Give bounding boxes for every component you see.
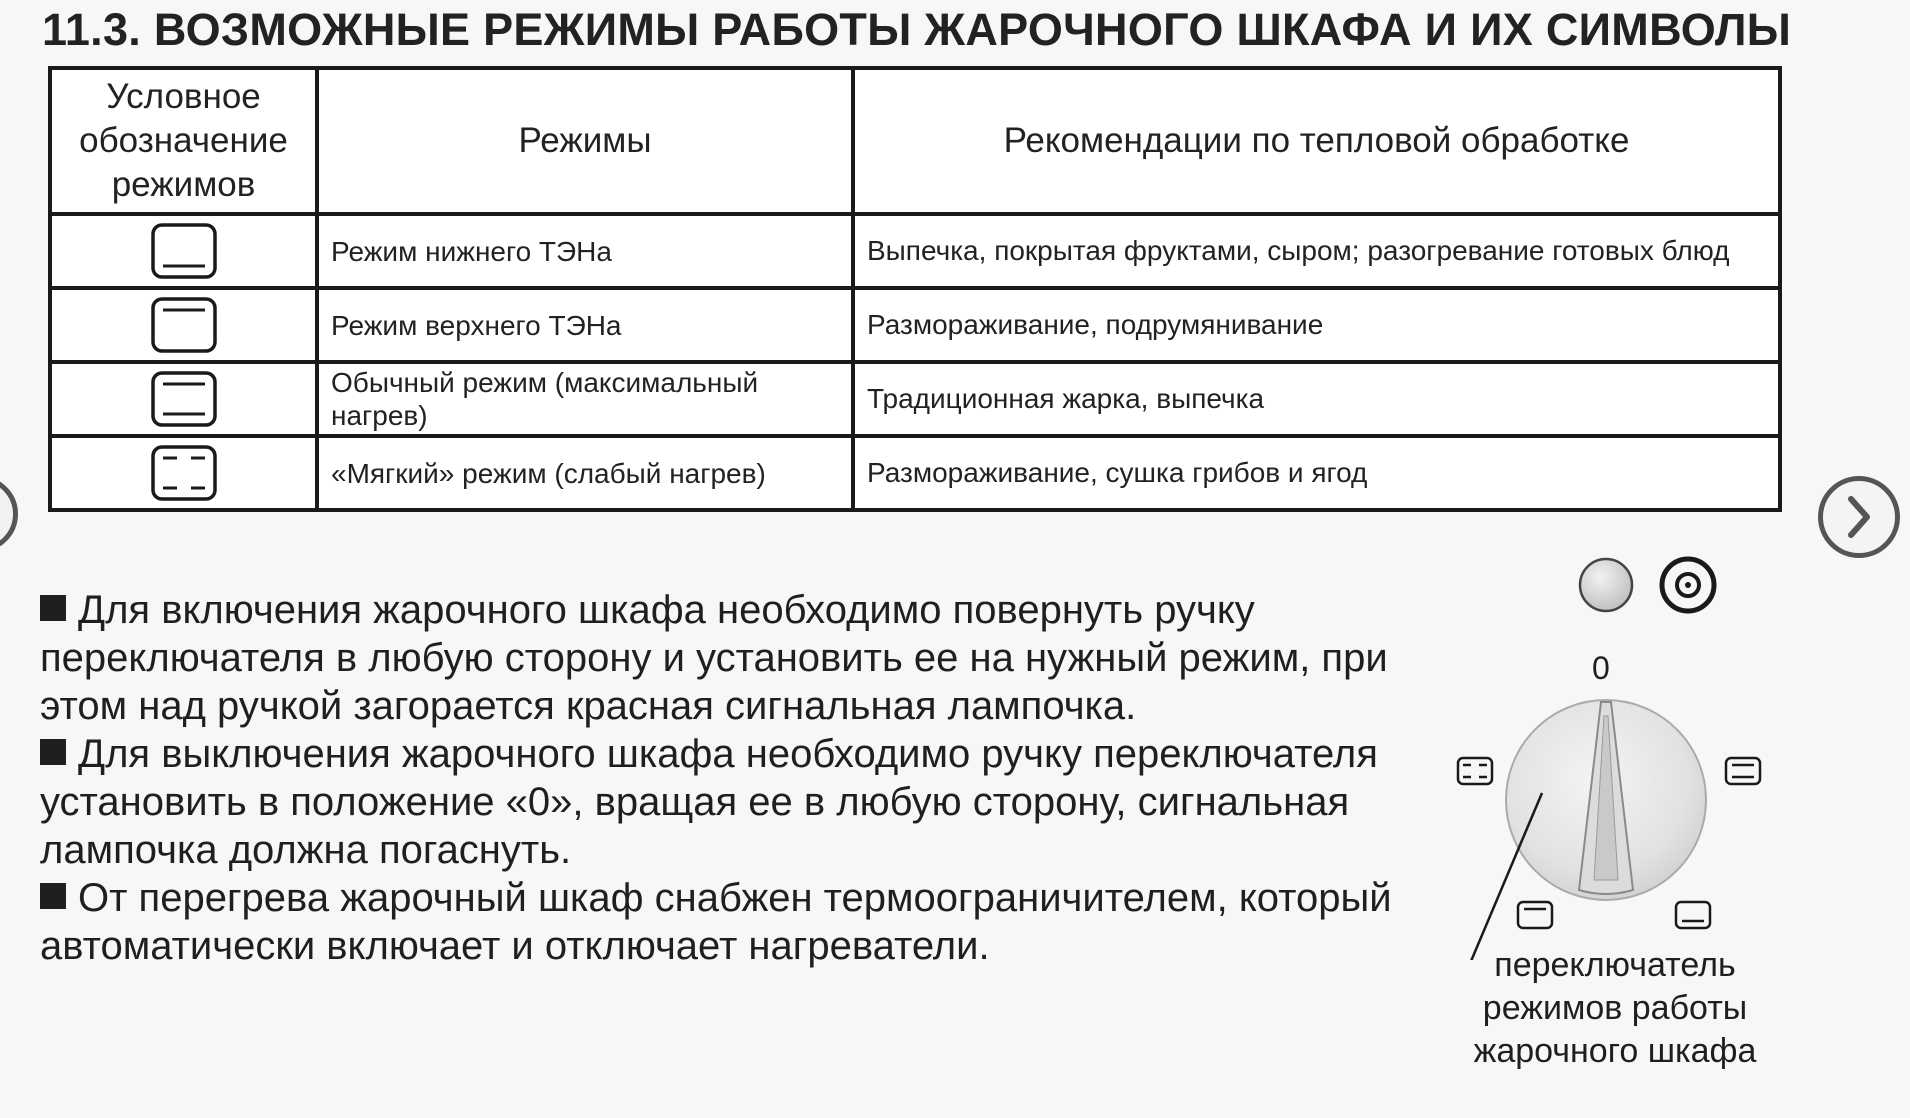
modes-table xyxy=(48,66,1782,512)
table-row xyxy=(50,214,1780,288)
mode-cell: Режим нижнего ТЭНа xyxy=(317,214,853,288)
prev-page-button[interactable] xyxy=(0,476,18,552)
header-recommendation: Рекомендации по тепловой обработке xyxy=(853,68,1780,214)
header-symbol: Условное обозначение режимов xyxy=(50,68,317,214)
bullet-item: Для включения жарочного шкафа необходимо повернуть ручку переключателя в любую сторону и установить ее на нужный режим, при этом над ручкой загорается красная сигнальная лампочка. xyxy=(40,588,1388,728)
symbol-cell xyxy=(50,214,317,288)
mode-cell: «Мягкий» режим (слабый нагрев) xyxy=(317,436,853,510)
recommendation-cell: Традиционная жарка, выпечка xyxy=(853,362,1780,436)
soft-heat-icon xyxy=(149,443,219,503)
bullet-square-icon xyxy=(40,595,66,621)
bullet-square-icon xyxy=(40,739,66,765)
symbol-cell xyxy=(50,288,317,362)
table-row xyxy=(50,436,1780,510)
mode-cell: Режим верхнего ТЭНа xyxy=(317,288,853,362)
table-row xyxy=(50,362,1780,436)
bottom-element-icon xyxy=(149,221,219,281)
table-header-row xyxy=(50,68,1780,214)
chevron-left-icon xyxy=(0,481,13,547)
top-element-icon xyxy=(149,295,219,355)
top-bottom-element-icon xyxy=(149,369,219,429)
recommendation-cell: Размораживание, подрумянивание xyxy=(853,288,1780,362)
recommendation-cell: Размораживание, сушка грибов и ягод xyxy=(853,436,1780,510)
zero-position-label: 0 xyxy=(1592,650,1610,686)
switch-diagram xyxy=(1440,540,1860,965)
mode-cell: Обычный режим (максимальный нагрев) xyxy=(317,362,853,436)
bullet-item: От перегрева жарочный шкаф снабжен термоограничителем, который автоматически включает и отключает нагреватели. xyxy=(40,876,1392,968)
symbol-cell xyxy=(50,436,317,510)
symbol-cell xyxy=(50,362,317,436)
page-title: 11.3. ВОЗМОЖНЫЕ РЕЖИМЫ РАБОТЫ ЖАРОЧНОГО ШКАФА И ИХ СИМВОЛЫ xyxy=(42,4,1792,55)
header-mode: Режимы xyxy=(317,68,853,214)
switch-caption: переключатель режимов работы жарочного шкафа xyxy=(1473,946,1757,1070)
oven-mode-switch-illustration xyxy=(1440,540,1860,960)
recommendation-cell: Выпечка, покрытая фруктами, сыром; разогревание готовых блюд xyxy=(853,214,1780,288)
table-row xyxy=(50,288,1780,362)
signal-lamp xyxy=(1580,559,1632,611)
bullet-square-icon xyxy=(40,883,66,909)
instructions xyxy=(40,586,1440,970)
bullet-item: Для выключения жарочного шкафа необходимо ручку переключателя установить в положение «0», вращая ее в любую сторону, сигнальная лампочка должна погаснуть. xyxy=(40,732,1378,872)
